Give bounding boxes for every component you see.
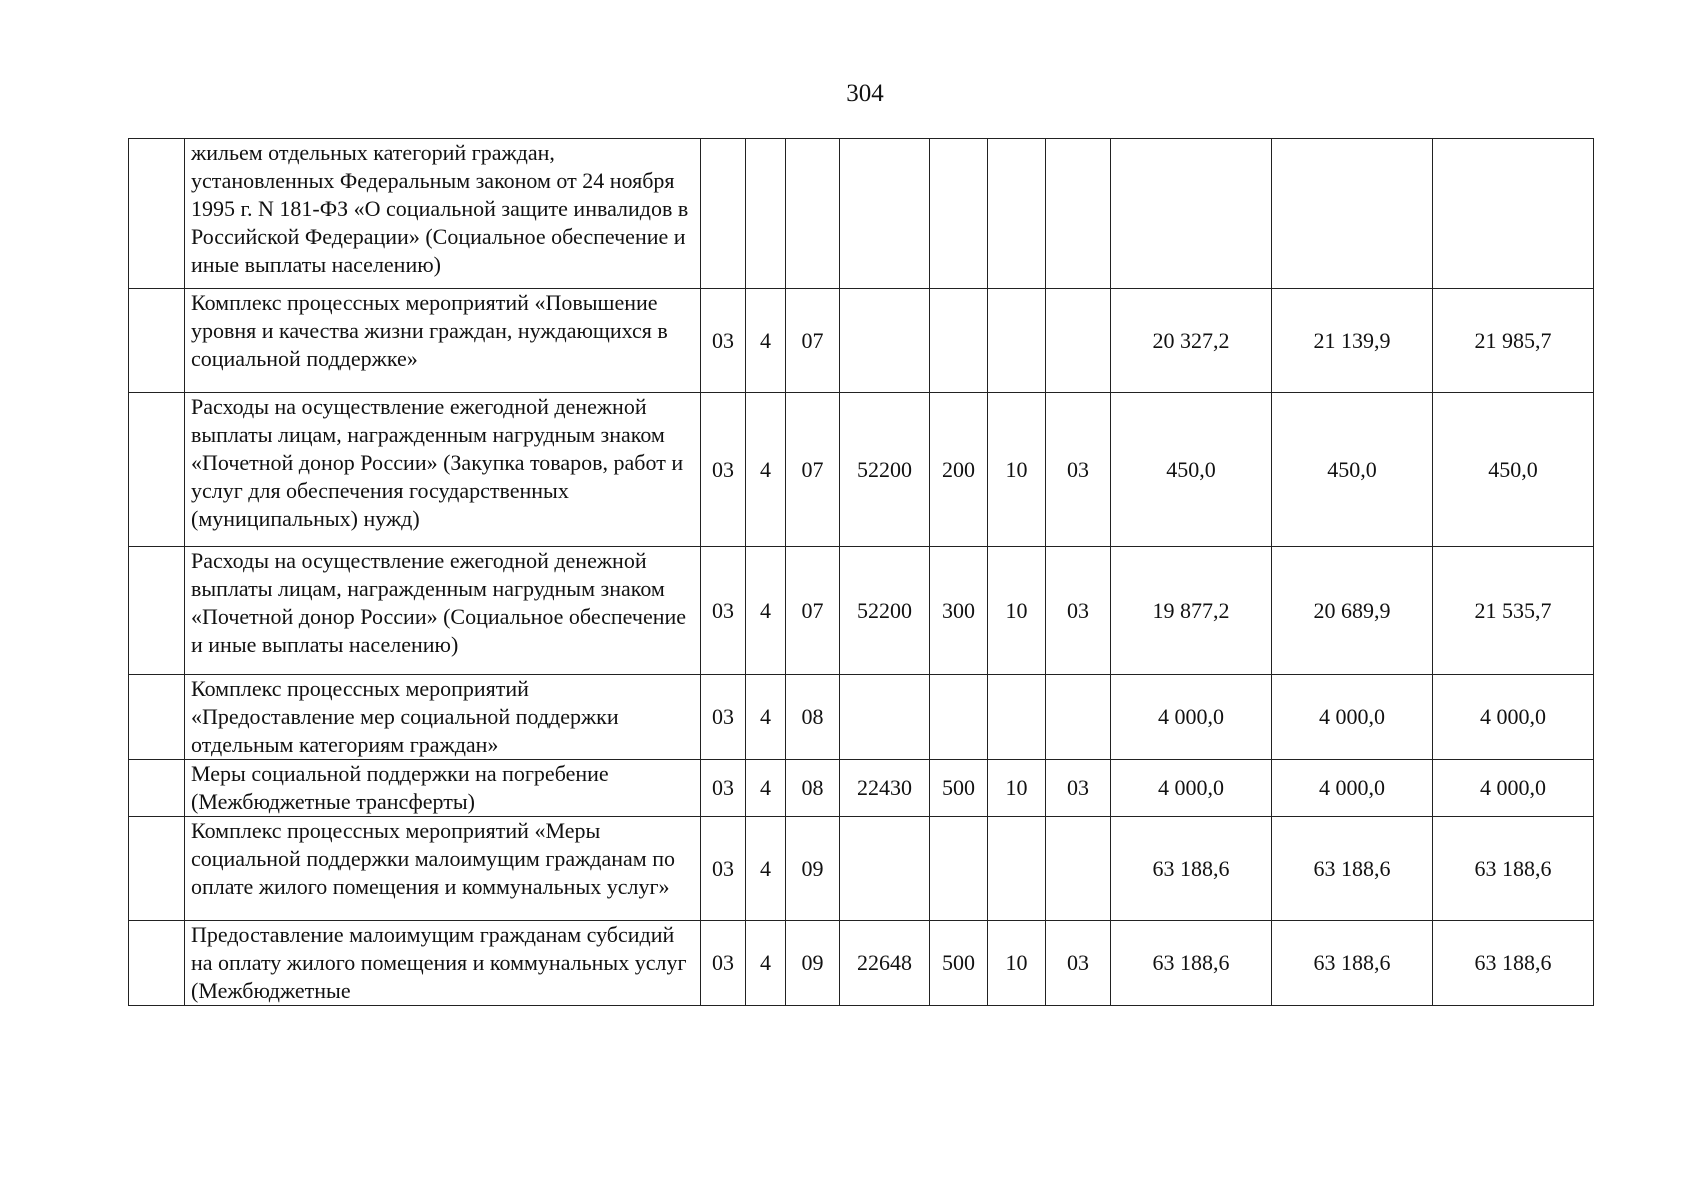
page-number: 304 [846, 80, 884, 107]
row-number-cell [129, 139, 185, 289]
program-code-cell [746, 139, 786, 289]
subsection-code-cell [1046, 289, 1111, 393]
chapter-code-cell: 10 [988, 921, 1046, 1006]
amount-year-3-cell: 21 985,7 [1433, 289, 1594, 393]
direction-code-cell [840, 817, 930, 921]
section-code-cell [701, 139, 746, 289]
item-name-cell: жильем отдельных категорий граждан, установленных Федеральным законом от 24 ноября 1995 г. N 181-ФЗ «О социальной защите инвалидов в Российской Федерации» (Социальное обеспечение и иные выплаты населению) [185, 139, 701, 289]
table-row [129, 817, 1594, 921]
amount-year-1-cell: 450,0 [1111, 393, 1272, 547]
subsection-code-cell: 03 [1046, 547, 1111, 675]
table-row [129, 760, 1594, 817]
chapter-code-cell: 10 [988, 760, 1046, 817]
chapter-code-cell [988, 139, 1046, 289]
item-name-cell: Расходы на осуществление ежегодной денежной выплаты лицам, награжденным нагрудным знаком «Почетной донор России» (Социальное обеспечение и иные выплаты населению) [185, 547, 701, 675]
amount-year-2-cell: 4 000,0 [1272, 675, 1433, 760]
expense-type-code-cell: 300 [930, 547, 988, 675]
amount-year-1-cell: 63 188,6 [1111, 921, 1272, 1006]
subsection-code-cell [1046, 675, 1111, 760]
amount-year-3-cell [1433, 139, 1594, 289]
row-number-cell [129, 817, 185, 921]
section-code-cell: 03 [701, 817, 746, 921]
expense-type-code-cell [930, 139, 988, 289]
subsection-code-cell: 03 [1046, 921, 1111, 1006]
program-code-cell: 4 [746, 817, 786, 921]
amount-year-3-cell: 4 000,0 [1433, 675, 1594, 760]
direction-code-cell [840, 289, 930, 393]
section-code-cell: 03 [701, 675, 746, 760]
subprogram-code-cell: 08 [786, 675, 840, 760]
subsection-code-cell: 03 [1046, 760, 1111, 817]
chapter-code-cell [988, 675, 1046, 760]
item-name-cell: Комплекс процессных мероприятий «Предоставление мер социальной поддержки отдельным категориям граждан» [185, 675, 701, 760]
row-number-cell [129, 289, 185, 393]
amount-year-3-cell: 63 188,6 [1433, 921, 1594, 1006]
subprogram-code-cell: 09 [786, 921, 840, 1006]
row-number-cell [129, 675, 185, 760]
section-code-cell: 03 [701, 289, 746, 393]
row-number-cell [129, 921, 185, 1006]
subprogram-code-cell: 07 [786, 547, 840, 675]
expense-type-code-cell [930, 289, 988, 393]
direction-code-cell [840, 675, 930, 760]
expense-type-code-cell [930, 675, 988, 760]
chapter-code-cell [988, 817, 1046, 921]
direction-code-cell: 22648 [840, 921, 930, 1006]
subprogram-code-cell: 08 [786, 760, 840, 817]
program-code-cell: 4 [746, 289, 786, 393]
row-number-cell [129, 760, 185, 817]
expense-type-code-cell [930, 817, 988, 921]
chapter-code-cell: 10 [988, 547, 1046, 675]
chapter-code-cell [988, 289, 1046, 393]
subprogram-code-cell [786, 139, 840, 289]
row-number-cell [129, 393, 185, 547]
table-row [129, 547, 1594, 675]
item-name-cell: Комплекс процессных мероприятий «Повышение уровня и качества жизни граждан, нуждающихся в социальной поддержке» [185, 289, 701, 393]
item-name-cell: Предоставление малоимущим гражданам субсидий на оплату жилого помещения и коммунальных услуг (Межбюджетные [185, 921, 701, 1006]
program-code-cell: 4 [746, 921, 786, 1006]
item-name-cell: Комплекс процессных мероприятий «Меры социальной поддержки малоимущим гражданам по оплате жилого помещения и коммунальных услуг» [185, 817, 701, 921]
amount-year-2-cell: 20 689,9 [1272, 547, 1433, 675]
table-row [129, 393, 1594, 547]
table-body [129, 139, 1594, 1006]
direction-code-cell: 52200 [840, 547, 930, 675]
program-code-cell: 4 [746, 760, 786, 817]
table-row [129, 675, 1594, 760]
table-row [129, 289, 1594, 393]
amount-year-1-cell: 19 877,2 [1111, 547, 1272, 675]
expense-type-code-cell: 500 [930, 921, 988, 1006]
section-code-cell: 03 [701, 921, 746, 1006]
amount-year-2-cell [1272, 139, 1433, 289]
amount-year-2-cell: 4 000,0 [1272, 760, 1433, 817]
amount-year-1-cell: 4 000,0 [1111, 760, 1272, 817]
direction-code-cell: 22430 [840, 760, 930, 817]
row-number-cell [129, 547, 185, 675]
amount-year-3-cell: 450,0 [1433, 393, 1594, 547]
subprogram-code-cell: 07 [786, 289, 840, 393]
subsection-code-cell [1046, 139, 1111, 289]
program-code-cell: 4 [746, 547, 786, 675]
item-name-cell: Расходы на осуществление ежегодной денежной выплаты лицам, награжденным нагрудным знаком «Почетной донор России» (Закупка товаров, работ и услуг для обеспечения государственных (муниципальных) нужд) [185, 393, 701, 547]
table-row [129, 921, 1594, 1006]
direction-code-cell: 52200 [840, 393, 930, 547]
subprogram-code-cell: 07 [786, 393, 840, 547]
amount-year-1-cell: 20 327,2 [1111, 289, 1272, 393]
program-code-cell: 4 [746, 675, 786, 760]
amount-year-1-cell: 4 000,0 [1111, 675, 1272, 760]
direction-code-cell [840, 139, 930, 289]
item-name-cell: Меры социальной поддержки на погребение (Межбюджетные трансферты) [185, 760, 701, 817]
amount-year-2-cell: 63 188,6 [1272, 817, 1433, 921]
program-code-cell: 4 [746, 393, 786, 547]
section-code-cell: 03 [701, 760, 746, 817]
subsection-code-cell: 03 [1046, 393, 1111, 547]
expense-type-code-cell: 200 [930, 393, 988, 547]
amount-year-3-cell: 63 188,6 [1433, 817, 1594, 921]
section-code-cell: 03 [701, 547, 746, 675]
chapter-code-cell: 10 [988, 393, 1046, 547]
section-code-cell: 03 [701, 393, 746, 547]
amount-year-2-cell: 21 139,9 [1272, 289, 1433, 393]
subprogram-code-cell: 09 [786, 817, 840, 921]
amount-year-2-cell: 450,0 [1272, 393, 1433, 547]
amount-year-1-cell [1111, 139, 1272, 289]
expense-type-code-cell: 500 [930, 760, 988, 817]
amount-year-1-cell: 63 188,6 [1111, 817, 1272, 921]
table-row [129, 139, 1594, 289]
amount-year-3-cell: 21 535,7 [1433, 547, 1594, 675]
budget-table [128, 138, 1594, 1006]
subsection-code-cell [1046, 817, 1111, 921]
amount-year-3-cell: 4 000,0 [1433, 760, 1594, 817]
amount-year-2-cell: 63 188,6 [1272, 921, 1433, 1006]
